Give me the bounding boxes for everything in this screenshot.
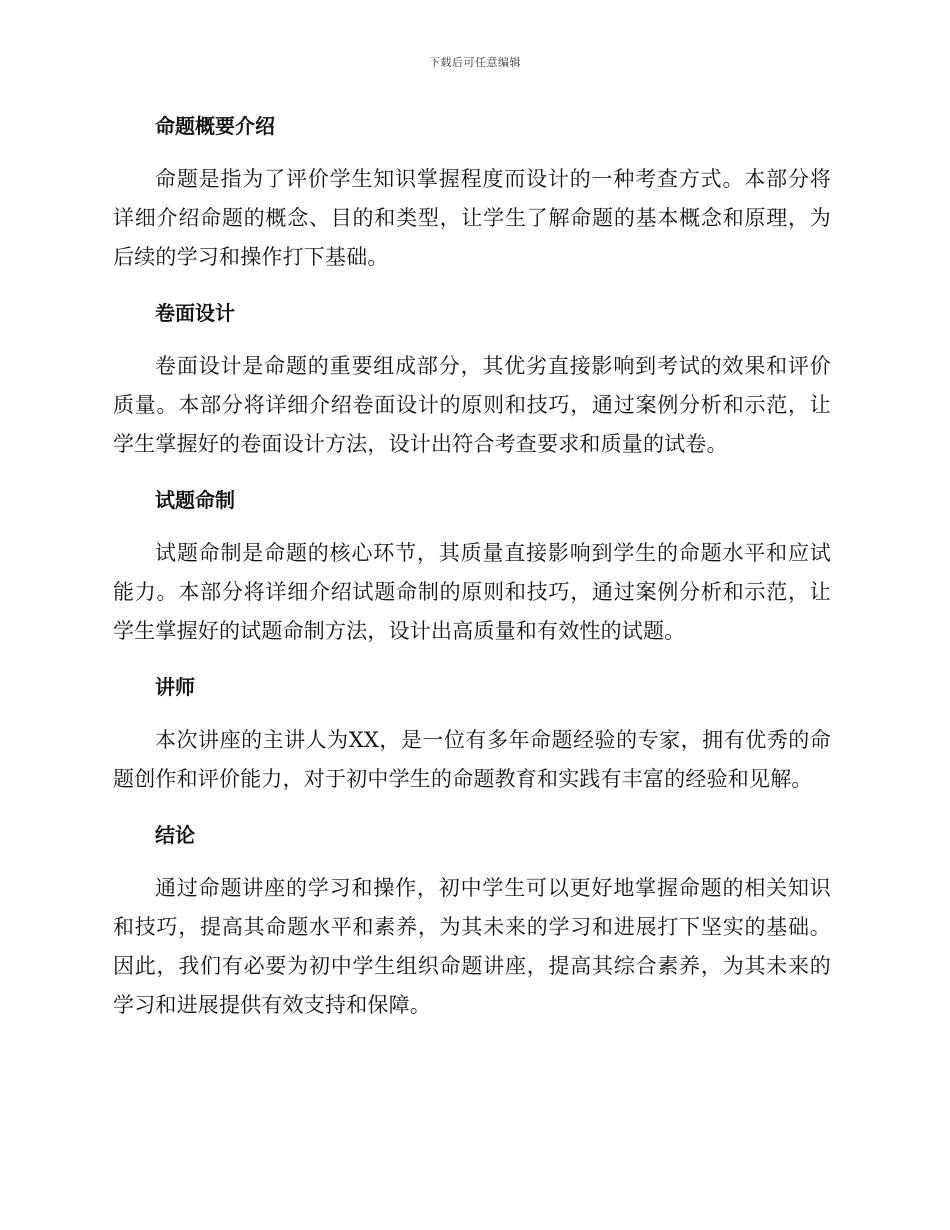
section-overview xyxy=(113,106,831,277)
section-paragraph: 命题是指为了评价学生知识掌握程度而设计的一种考查方式。本部分将详细介绍命题的概念、目的和类型，让学生了解命题的基本概念和原理，为后续的学习和操作打下基础。 xyxy=(113,167,831,269)
document-body xyxy=(113,106,831,1041)
section-heading: 讲师 xyxy=(155,675,195,699)
section-question-writing xyxy=(113,480,831,651)
section-conclusion xyxy=(113,815,831,1025)
section-paragraph: 通过命题讲座的学习和操作，初中学生可以更好地掌握命题的相关知识和技巧，提高其命题水平和素养，为其未来的学习和进展打下坚实的基础。因此，我们有必要为初中学生组织命题讲座，提高其综合素养，为其未来的学习和进展提供有效支持和保障。 xyxy=(113,876,831,1017)
header-note: 下载后可任意编辑 xyxy=(429,56,521,69)
section-paragraph: 本次讲座的主讲人为XX，是一位有多年命题经验的专家，拥有优秀的命题创作和评价能力，对于初中学生的命题教育和实践有丰富的经验和见解。 xyxy=(113,728,831,791)
section-heading: 命题概要介绍 xyxy=(155,114,275,138)
section-heading: 试题命制 xyxy=(155,488,235,512)
section-heading: 结论 xyxy=(155,823,195,847)
section-layout-design xyxy=(113,293,831,464)
section-paragraph: 卷面设计是命题的重要组成部分，其优劣直接影响到考试的效果和评价质量。本部分将详细介绍卷面设计的原则和技巧，通过案例分析和示范，让学生掌握好的卷面设计方法，设计出符合考查要求和质量的试卷。 xyxy=(113,354,831,456)
section-heading: 卷面设计 xyxy=(155,301,235,325)
section-paragraph: 试题命制是命题的核心环节，其质量直接影响到学生的命题水平和应试能力。本部分将详细介绍试题命制的原则和技巧，通过案例分析和示范，让学生掌握好的试题命制方法，设计出高质量和有效性的试题。 xyxy=(113,541,831,643)
section-lecturer xyxy=(113,667,831,799)
